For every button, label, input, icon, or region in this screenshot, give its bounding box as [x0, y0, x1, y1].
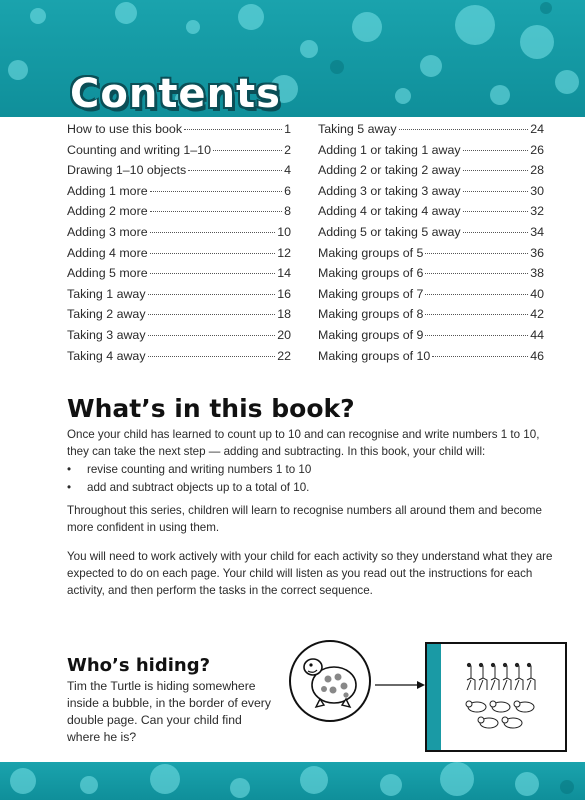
toc-entry-label: Adding 5 more	[67, 266, 148, 281]
dot-leader	[432, 356, 528, 357]
toc-left-column	[67, 122, 291, 369]
list-item-text: revise counting and writing numbers 1 to 10	[87, 463, 312, 476]
toc-entry-page: 20	[277, 327, 291, 342]
toc-entry[interactable]	[67, 246, 291, 267]
toc-entry-label: Making groups of 7	[318, 286, 424, 301]
goals-list	[67, 461, 311, 497]
toc-entry-page: 36	[530, 245, 544, 260]
toc-entry-label: Taking 5 away	[318, 122, 397, 136]
bullet-marker: •	[67, 463, 72, 476]
whos-hiding-text: Tim the Turtle is hiding somewhere inside a bubble, in the border of every double page. Can your child find where he is?	[67, 679, 271, 744]
toc-entry[interactable]	[318, 184, 544, 205]
series-paragraph: Throughout this series, children will learn to recognise numbers all around them and become more confident in using them.	[67, 504, 542, 534]
toc-entry[interactable]	[67, 184, 291, 205]
toc-entry-label: Drawing 1–10 objects	[67, 163, 187, 178]
dot-leader	[425, 294, 528, 295]
dot-leader	[148, 356, 276, 357]
toc-entry[interactable]	[318, 204, 544, 225]
toc-entry[interactable]	[67, 266, 291, 287]
toc-entry[interactable]	[318, 287, 544, 308]
dot-leader	[463, 150, 529, 151]
dot-leader	[150, 253, 276, 254]
toc-entry-page: 38	[530, 266, 544, 281]
toc-entry-page: 18	[277, 307, 291, 322]
dot-leader	[425, 314, 528, 315]
toc-entry-label: Taking 4 away	[67, 348, 146, 363]
dot-leader	[150, 273, 276, 274]
toc-entry-page: 28	[530, 163, 544, 178]
toc-entry[interactable]	[318, 225, 544, 246]
bubble-border-strip	[427, 644, 441, 750]
toc-entry-page: 16	[277, 286, 291, 301]
toc-entry[interactable]	[67, 328, 291, 349]
activity-paragraph: You will need to work actively with your child for each activity so they understand what they are expected to do on each page. Your child will listen as you read out the instructions for each activity, and then perform the tasks in the correct sequence.	[67, 550, 553, 597]
toc-entry[interactable]	[67, 163, 291, 184]
toc-entry-label: Making groups of 10	[318, 348, 431, 363]
toc-entry-label: Adding 2 or taking 2 away	[318, 163, 461, 178]
page-title: Contents	[70, 70, 281, 117]
toc-entry-page: 32	[530, 204, 544, 219]
toc-entry-page: 42	[530, 307, 544, 322]
dot-leader	[148, 294, 276, 295]
toc-entry[interactable]	[67, 204, 291, 225]
whats-in-heading: What’s in this book?	[67, 394, 355, 423]
dot-leader	[148, 335, 276, 336]
toc-entry[interactable]	[67, 122, 291, 143]
toc-entry-label: How to use this book	[67, 122, 183, 136]
dot-leader	[150, 191, 283, 192]
polar-bear-icon	[466, 701, 534, 728]
dot-leader	[425, 335, 528, 336]
turtle-icon	[288, 639, 372, 723]
toc-entry-label: Adding 3 or taking 3 away	[318, 183, 461, 198]
toc-entry[interactable]	[67, 225, 291, 246]
toc-entry-page: 14	[277, 266, 291, 281]
toc-entry-page: 8	[284, 204, 291, 219]
toc-entry-page: 46	[530, 348, 544, 363]
list-item	[67, 479, 311, 497]
toc-entry-label: Adding 4 or taking 4 away	[318, 204, 461, 219]
toc-entry-page: 40	[530, 286, 544, 301]
toc-entry-page: 4	[284, 163, 291, 178]
toc-entry-page: 44	[530, 327, 544, 342]
toc-entry[interactable]	[318, 122, 544, 143]
toc-entry[interactable]	[318, 307, 544, 328]
dot-leader	[463, 211, 529, 212]
toc-entry[interactable]	[318, 143, 544, 164]
toc-entry-label: Adding 1 more	[67, 183, 148, 198]
toc-entry-page: 12	[277, 245, 291, 260]
toc-entry[interactable]	[318, 163, 544, 184]
dot-leader	[463, 232, 529, 233]
toc-entry[interactable]	[318, 266, 544, 287]
dot-leader	[184, 129, 282, 130]
intro-paragraph: Once your child has learned to count up to 10 and can recognise and write numbers 1 to 10, they can take the next step — adding and subtracting. In this book, your child will:	[67, 428, 540, 458]
toc-entry-label: Adding 3 more	[67, 224, 148, 239]
page-preview	[425, 642, 567, 752]
toc-entry[interactable]	[67, 143, 291, 164]
toc-entry-label: Taking 3 away	[67, 327, 146, 342]
toc-entry-page: 2	[284, 142, 291, 157]
dot-leader	[463, 170, 529, 171]
toc-entry-label: Adding 2 more	[67, 204, 148, 219]
dot-leader	[148, 314, 276, 315]
toc-entry[interactable]	[67, 307, 291, 328]
toc-entry[interactable]	[318, 349, 544, 370]
toc-entry[interactable]	[67, 349, 291, 370]
toc-entry[interactable]	[318, 328, 544, 349]
toc-entry-page: 34	[530, 224, 544, 239]
toc-entry-label: Making groups of 5	[318, 245, 424, 260]
toc-entry-page: 6	[284, 183, 291, 198]
dot-leader	[463, 191, 529, 192]
dot-leader	[150, 211, 283, 212]
dot-leader	[188, 170, 282, 171]
list-item	[67, 461, 311, 479]
toc-entry-page: 30	[530, 183, 544, 198]
toc-entry-label: Counting and writing 1–10	[67, 142, 211, 157]
toc-entry-label: Taking 1 away	[67, 286, 146, 301]
toc-entry-page: 1	[284, 122, 291, 136]
arrow-icon	[375, 680, 425, 690]
toc-right-column	[318, 122, 544, 369]
dot-leader	[399, 129, 529, 130]
bullet-marker: •	[67, 481, 72, 494]
toc-entry-page: 24	[530, 122, 544, 136]
toc-entry-page: 26	[530, 142, 544, 157]
footer-band	[0, 762, 585, 800]
dot-leader	[425, 273, 528, 274]
dot-leader	[213, 150, 282, 151]
toc-entry-label: Adding 5 or taking 5 away	[318, 224, 461, 239]
whos-hiding-heading: Who’s hiding?	[67, 655, 211, 676]
preview-illustration	[441, 644, 565, 750]
toc-entry-label: Adding 1 or taking 1 away	[318, 142, 461, 157]
toc-entry[interactable]	[67, 287, 291, 308]
dot-leader	[425, 253, 528, 254]
toc-entry-page: 22	[277, 348, 291, 363]
giraffe-icon	[467, 663, 535, 690]
toc-entry[interactable]	[318, 246, 544, 267]
toc-entry-label: Making groups of 6	[318, 266, 424, 281]
toc-entry-label: Making groups of 9	[318, 327, 424, 342]
toc-entry-page: 10	[277, 224, 291, 239]
list-item-text: add and subtract objects up to a total of 10.	[87, 481, 310, 494]
dot-leader	[150, 232, 276, 233]
toc-entry-label: Making groups of 8	[318, 307, 424, 322]
toc-entry-label: Adding 4 more	[67, 245, 148, 260]
toc-entry-label: Taking 2 away	[67, 307, 146, 322]
